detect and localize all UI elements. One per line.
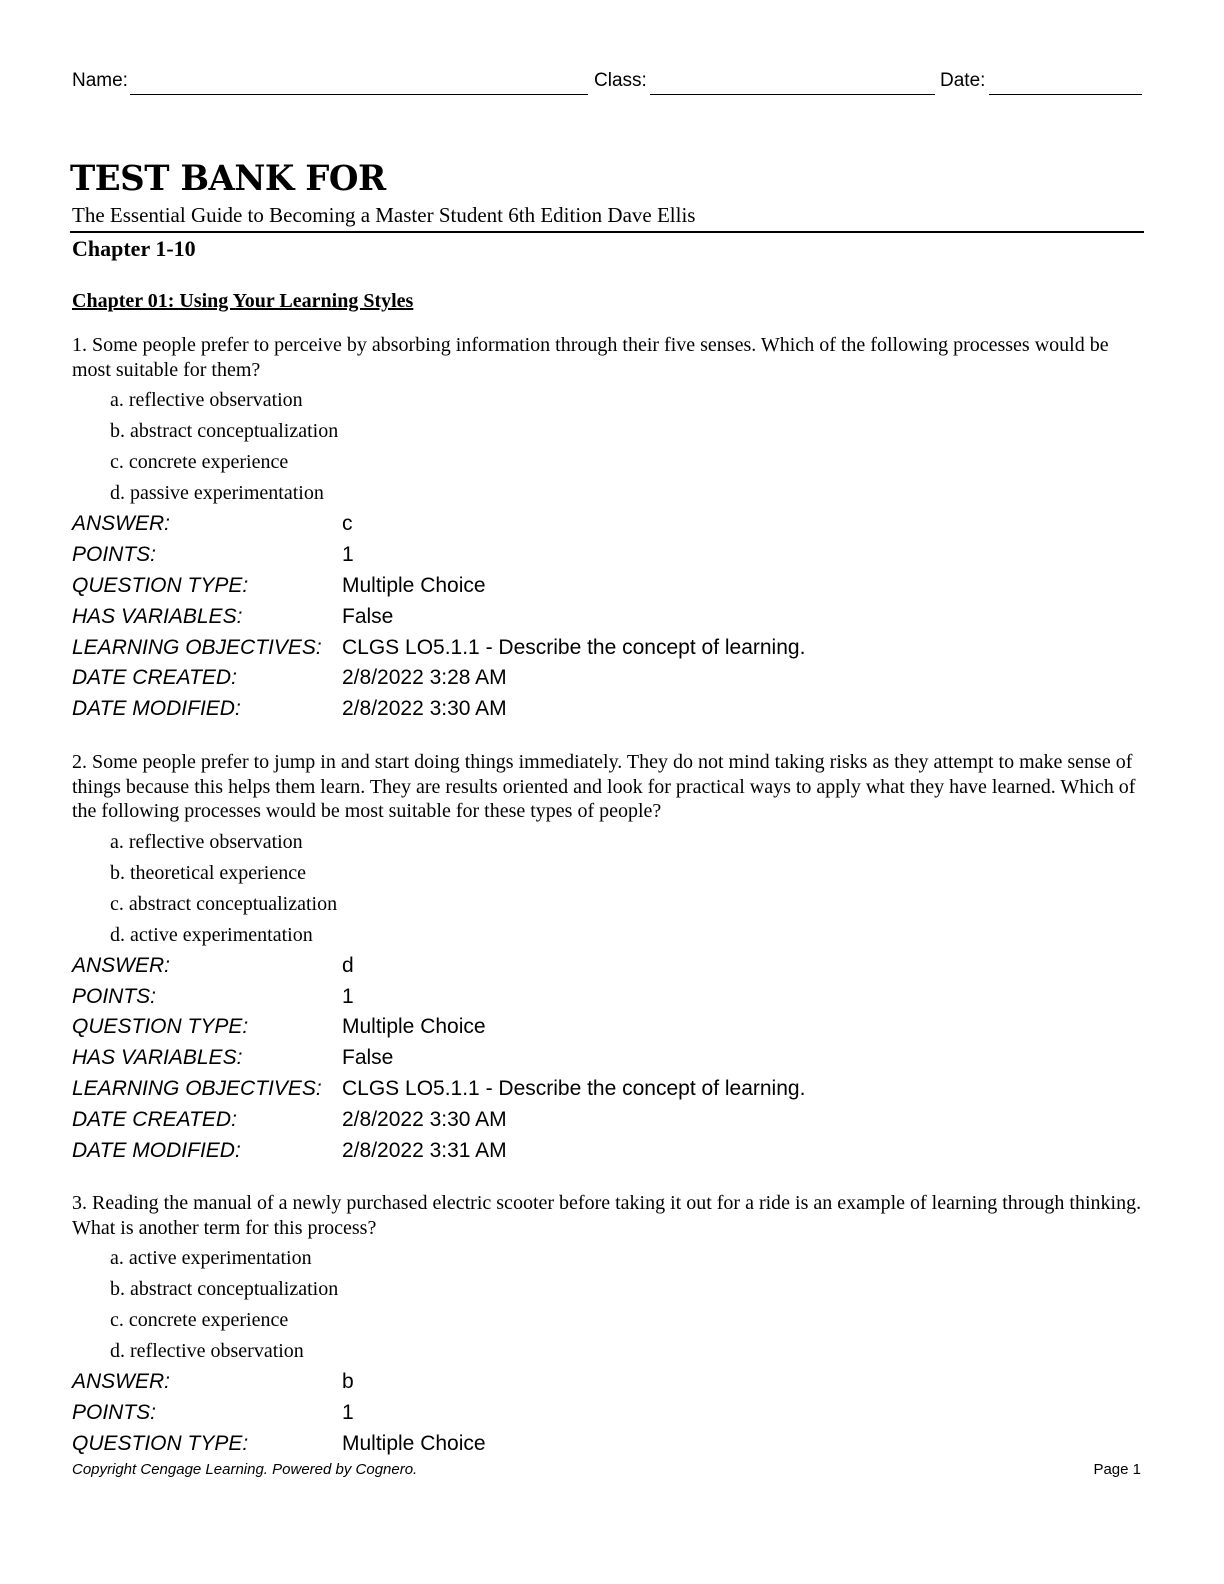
points-value: 1 bbox=[342, 1401, 354, 1425]
title-divider bbox=[70, 231, 1144, 233]
option-c: c. concrete experience bbox=[110, 451, 289, 473]
meta-row-question-type bbox=[72, 571, 805, 602]
meta-row-date-created bbox=[72, 1104, 805, 1135]
points-label: POINTS: bbox=[72, 1401, 157, 1425]
date-created-label: DATE CREATED: bbox=[72, 1107, 237, 1131]
question-metadata bbox=[72, 951, 805, 1167]
date-created-label: DATE CREATED: bbox=[72, 666, 237, 690]
points-label: POINTS: bbox=[72, 543, 157, 567]
option-b: b. abstract conceptualization bbox=[110, 420, 339, 442]
question-stem: 1. Some people prefer to perceive by absorbing information through their five senses. Which of the following processes would be most suitable for them? bbox=[72, 334, 1109, 381]
answer-label: ANSWER: bbox=[72, 1370, 171, 1394]
answer-label: ANSWER: bbox=[72, 953, 171, 977]
document-title: TEST BANK FOR bbox=[70, 158, 386, 199]
learning-objectives-value: CLGS LO5.1.1 - Describe the concept of learning. bbox=[342, 1077, 806, 1101]
learning-objectives-label: LEARNING OBJECTIVES: bbox=[72, 635, 322, 659]
question-type-label: QUESTION TYPE: bbox=[72, 573, 249, 597]
answer-value: b bbox=[342, 1370, 354, 1394]
header-fields bbox=[72, 70, 1142, 98]
option-d: d. active experimentation bbox=[110, 923, 313, 946]
question-type-value: Multiple Choice bbox=[342, 1431, 486, 1455]
name-field-line[interactable] bbox=[130, 94, 588, 95]
option-d: d. reflective observation bbox=[110, 1340, 304, 1362]
meta-row-date-modified bbox=[72, 694, 805, 725]
question-type-value: Multiple Choice bbox=[342, 573, 486, 597]
meta-row-points bbox=[72, 540, 805, 571]
meta-row-has-variables bbox=[72, 601, 805, 632]
date-field-line[interactable] bbox=[989, 94, 1142, 95]
meta-row-question-type bbox=[72, 1012, 805, 1043]
meta-row-answer bbox=[72, 951, 805, 982]
question-3 bbox=[72, 1191, 1142, 1459]
answer-options bbox=[72, 827, 1142, 951]
date-created-value: 2/8/2022 3:28 AM bbox=[342, 666, 507, 690]
question-metadata bbox=[72, 1367, 486, 1459]
meta-row-date-modified bbox=[72, 1135, 805, 1166]
date-created-value: 2/8/2022 3:30 AM bbox=[342, 1107, 507, 1131]
answer-options bbox=[72, 1243, 1142, 1367]
date-modified-label: DATE MODIFIED: bbox=[72, 1138, 241, 1162]
has-variables-value: False bbox=[342, 1046, 394, 1070]
meta-row-date-created bbox=[72, 663, 805, 694]
option-b: b. abstract conceptualization bbox=[110, 1278, 339, 1300]
question-type-label: QUESTION TYPE: bbox=[72, 1431, 249, 1455]
question-type-value: Multiple Choice bbox=[342, 1015, 486, 1039]
date-label: Date: bbox=[940, 70, 986, 91]
chapter-heading: Chapter 01: Using Your Learning Styles bbox=[72, 290, 414, 312]
meta-row-question-type bbox=[72, 1429, 486, 1460]
points-value: 1 bbox=[342, 543, 354, 567]
name-label: Name: bbox=[72, 70, 128, 91]
meta-row-answer bbox=[72, 509, 805, 540]
meta-row-points bbox=[72, 1398, 486, 1429]
document-subtitle: The Essential Guide to Becoming a Master Student 6th Edition Dave Ellis bbox=[72, 203, 696, 227]
option-c: c. abstract conceptualization bbox=[110, 892, 338, 915]
learning-objectives-label: LEARNING OBJECTIVES: bbox=[72, 1077, 322, 1101]
meta-row-points bbox=[72, 981, 805, 1012]
question-2 bbox=[72, 750, 1142, 1166]
question-1 bbox=[72, 333, 1142, 725]
class-field-line[interactable] bbox=[650, 94, 935, 95]
meta-row-has-variables bbox=[72, 1043, 805, 1074]
answer-options bbox=[72, 385, 1142, 509]
option-a: a. reflective observation bbox=[110, 389, 303, 411]
points-value: 1 bbox=[342, 984, 354, 1008]
has-variables-value: False bbox=[342, 604, 394, 628]
option-d: d. passive experimentation bbox=[110, 482, 324, 504]
learning-objectives-value: CLGS LO5.1.1 - Describe the concept of learning. bbox=[342, 635, 806, 659]
question-stem: 2. Some people prefer to jump in and start doing things immediately. They do not mind taking risks as they attempt to make sense of things because this helps them learn. They are results oriented and look for practical ways to apply what they have learned. Which of the following processes would be most suitable for these types of people? bbox=[72, 751, 1136, 822]
date-modified-value: 2/8/2022 3:31 AM bbox=[342, 1138, 507, 1162]
date-modified-value: 2/8/2022 3:30 AM bbox=[342, 697, 507, 721]
date-modified-label: DATE MODIFIED: bbox=[72, 697, 241, 721]
meta-row-learning-objectives bbox=[72, 1074, 805, 1105]
answer-label: ANSWER: bbox=[72, 512, 171, 536]
question-type-label: QUESTION TYPE: bbox=[72, 1015, 249, 1039]
points-label: POINTS: bbox=[72, 984, 157, 1008]
question-stem: 3. Reading the manual of a newly purchased electric scooter before taking it out for a ride is an example of learning through thinking. What is another term for this process? bbox=[72, 1192, 1142, 1239]
has-variables-label: HAS VARIABLES: bbox=[72, 1046, 243, 1070]
answer-value: d bbox=[342, 953, 354, 977]
option-a: a. reflective observation bbox=[110, 830, 303, 853]
meta-row-answer bbox=[72, 1367, 486, 1398]
page-number: Page 1 bbox=[1093, 1461, 1141, 1478]
option-b: b. theoretical experience bbox=[110, 861, 306, 884]
option-c: c. concrete experience bbox=[110, 1309, 289, 1331]
answer-value: c bbox=[342, 512, 353, 536]
option-a: a. active experimentation bbox=[110, 1247, 312, 1269]
class-label: Class: bbox=[594, 70, 647, 91]
has-variables-label: HAS VARIABLES: bbox=[72, 604, 243, 628]
question-metadata bbox=[72, 509, 805, 725]
chapter-range: Chapter 1-10 bbox=[72, 236, 196, 261]
footer-copyright: Copyright Cengage Learning. Powered by Cognero. bbox=[72, 1461, 418, 1478]
meta-row-learning-objectives bbox=[72, 632, 805, 663]
